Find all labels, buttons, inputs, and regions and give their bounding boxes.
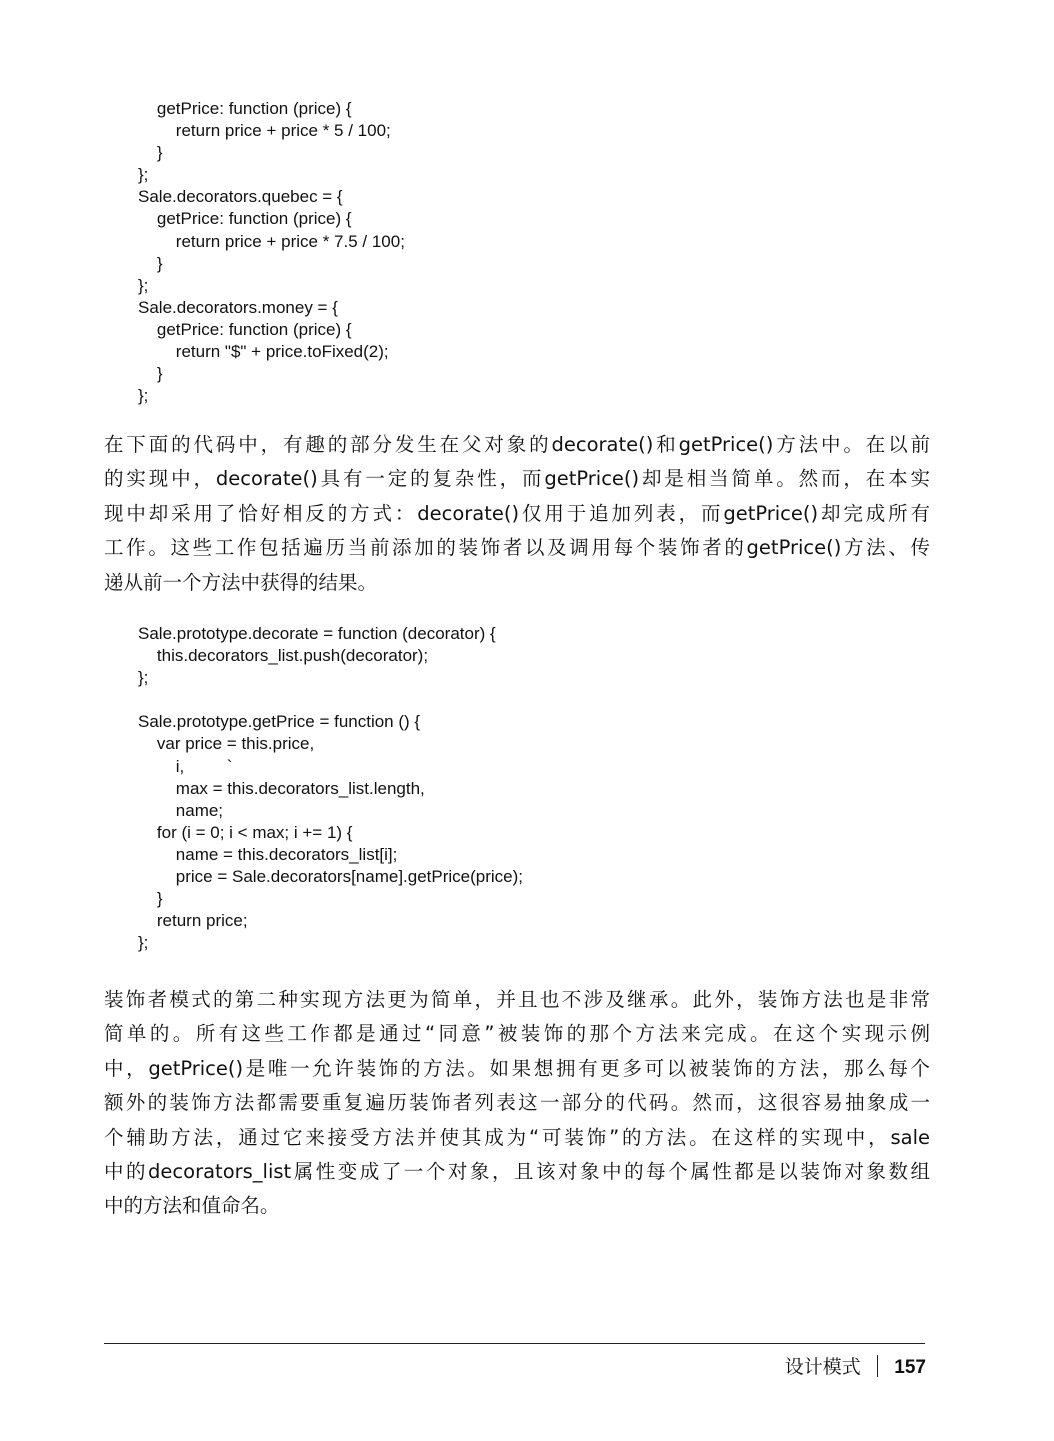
code-block-decorators: [138, 98, 405, 407]
code-line: }: [138, 253, 163, 273]
code-line: }: [138, 364, 163, 384]
code-line: }: [138, 143, 163, 163]
page-number: 157: [894, 1357, 926, 1378]
code-line: };: [138, 275, 149, 295]
code-line: max = this.decorators_list.length,: [138, 778, 425, 798]
code-line: return price + price * 5 / 100;: [138, 121, 391, 141]
code-line: name = this.decorators_list[i];: [138, 844, 398, 864]
code-line: };: [138, 386, 149, 406]
code-line: };: [138, 933, 149, 953]
paragraph-line: 装饰者模式的第二种实现方法更为简单，并且也不涉及继承。此外，装饰方法也是非常: [104, 988, 930, 1011]
code-line: getPrice: function (price) {: [138, 99, 352, 118]
paragraph-line: 简单的。所有这些工作都是通过“同意”被装饰的那个方法来完成。在这个实现示例: [104, 1022, 930, 1046]
footer-chapter-title: 设计模式: [784, 1356, 861, 1378]
code-line: [138, 689, 523, 711]
page-footer: [785, 1353, 926, 1382]
footer-separator: [877, 1355, 879, 1377]
code-line: i, `: [138, 756, 233, 776]
code-line: var price = this.price,: [138, 734, 315, 754]
paragraph-line: 额外的装饰方法都需要重复遍历装饰者列表这一部分的代码。然而，这很容易抽象成一: [104, 1091, 930, 1115]
paragraph-line: 现中却采用了恰好相反的方式：decorate()仅用于追加列表，而getPrice()却完成所有: [104, 501, 930, 525]
paragraph-line: 中的decorators_list属性变成了一个对象，且该对象中的每个属性都是以装饰对象数组: [104, 1159, 930, 1183]
paragraph-line: 工作。这些工作包括遍历当前添加的装饰者以及调用每个装饰者的getPrice()方法、传: [104, 536, 930, 560]
paragraph-line: 个辅助方法，通过它来接受方法并使其成为“可装饰”的方法。在这样的实现中，sale: [104, 1125, 930, 1149]
paragraph-line: 中的方法和值命名。: [104, 1194, 280, 1218]
code-line: Sale.prototype.getPrice = function () {: [138, 712, 421, 732]
code-line: Sale.prototype.decorate = function (decorator) {: [138, 624, 496, 643]
code-line: return price;: [138, 911, 248, 931]
code-block-prototype-methods: [138, 623, 523, 954]
paragraph-line: 中，getPrice()是唯一允许装饰的方法。如果想拥有更多可以被装饰的方法，那么每个: [104, 1056, 930, 1080]
code-line: price = Sale.decorators[name].getPrice(price);: [138, 867, 524, 887]
code-line: };: [138, 165, 149, 185]
code-line: for (i = 0; i < max; i += 1) {: [138, 822, 353, 842]
paragraph-second-implementation: [104, 983, 930, 1224]
paragraph-line: 的实现中，decorate()具有一定的复杂性，而getPrice()却是相当简单。然而，在本实: [104, 467, 930, 491]
code-line: getPrice: function (price) {: [138, 319, 352, 339]
code-line: name;: [138, 800, 224, 820]
code-line: }: [138, 889, 163, 909]
footer-divider: [104, 1343, 925, 1344]
code-line: this.decorators_list.push(decorator);: [138, 646, 429, 666]
code-line: return price + price * 7.5 / 100;: [138, 231, 405, 251]
code-line: return "$" + price.toFixed(2);: [138, 342, 389, 362]
code-line: Sale.decorators.money = {: [138, 297, 338, 317]
paragraph-line: 在下面的代码中，有趣的部分发生在父对象的decorate()和getPrice()方法中。在以前: [104, 433, 930, 456]
code-line: };: [138, 668, 149, 688]
code-line: getPrice: function (price) {: [138, 209, 352, 229]
paragraph-decorate-getprice-explanation: [104, 428, 930, 600]
code-line: Sale.decorators.quebec = {: [138, 187, 343, 207]
paragraph-line: 递从前一个方法中获得的结果。: [104, 570, 378, 594]
